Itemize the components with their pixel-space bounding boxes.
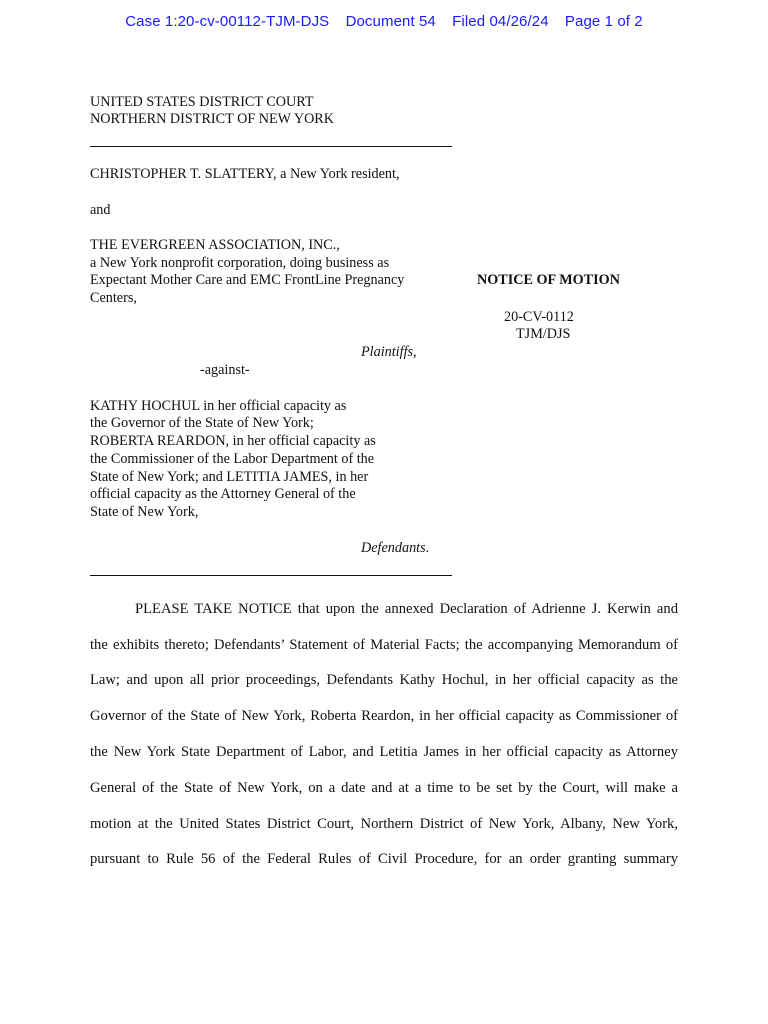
body-line-5: the New York State Department of Labor, and Letitia James in her official capacity as Attorney [90, 744, 678, 760]
plaintiff-2-line-3: Expectant Mother Care and EMC FrontLine Pregnancy [90, 272, 405, 288]
plaintiff-1: CHRISTOPHER T. SLATTERY, a New York resident, [90, 166, 400, 182]
defendants-line-3: ROBERTA REARDON, in her official capacity as [90, 433, 376, 449]
court-district: NORTHERN DISTRICT OF NEW YORK [90, 111, 335, 127]
plaintiff-2-line-4: Centers, [90, 290, 137, 306]
body-line-7: motion at the United States District Court, Northern District of New York, Albany, New York, [90, 816, 678, 832]
notice-title: NOTICE OF MOTION [477, 272, 620, 288]
body-line-4: Governor of the State of New York, Roberta Reardon, in her official capacity as Commissioner of [90, 708, 678, 724]
ecf-case-number: Case 1:20-cv-00112-TJM-DJS [125, 13, 330, 30]
body-line-3: Law; and upon all prior proceedings, Defendants Kathy Hochul, in her official capacity as the [90, 672, 678, 688]
body-line-1: PLEASE TAKE NOTICE that upon the annexed Declaration of Adrienne J. Kerwin and [135, 601, 678, 617]
body-line-2: the exhibits thereto; Defendants’ Statement of Material Facts; the accompanying Memorandum of [90, 637, 678, 653]
defendants-label: Defendants [361, 540, 426, 556]
judge-initials: TJM/DJS [516, 326, 571, 342]
body-line-8: pursuant to Rule 56 of the Federal Rules of Civil Procedure, for an order granting summary [90, 851, 678, 867]
defendants-punct: . [425, 540, 430, 556]
ecf-page-count: Page 1 of 2 [564, 13, 643, 30]
caption-and: and [90, 202, 111, 218]
defendants-line-2: the Governor of the State of New York; [90, 415, 314, 431]
plaintiffs-punct: , [413, 344, 417, 360]
case-number: 20-CV-0112 [504, 309, 574, 325]
defendants-line-7: State of New York, [90, 504, 199, 520]
ecf-filed-date: Filed 04/26/24 [452, 13, 549, 30]
defendants-line-5: State of New York; and LETITIA JAMES, in her [90, 469, 369, 485]
plaintiff-2-line-2: a New York nonprofit corporation, doing business as [90, 255, 390, 271]
caption-bottom-rule [90, 575, 452, 576]
plaintiffs-label: Plaintiffs [361, 344, 414, 360]
defendants-line-1: KATHY HOCHUL in her official capacity as [90, 398, 347, 414]
court-name: UNITED STATES DISTRICT COURT [90, 94, 314, 110]
defendants-line-4: the Commissioner of the Labor Department of the [90, 451, 375, 467]
plaintiffs-designation [361, 344, 417, 362]
caption-against: -against- [200, 362, 250, 378]
ecf-document-number: Document 54 [345, 13, 436, 30]
defendants-designation [361, 540, 429, 558]
ecf-filing-header [0, 13, 768, 30]
plaintiff-2-line-1: THE EVERGREEN ASSOCIATION, INC., [90, 237, 340, 253]
caption-top-rule [90, 146, 452, 147]
body-line-6: General of the State of New York, on a date and at a time to be set by the Court, will make a [90, 780, 678, 796]
defendants-line-6: official capacity as the Attorney General of the [90, 486, 356, 502]
